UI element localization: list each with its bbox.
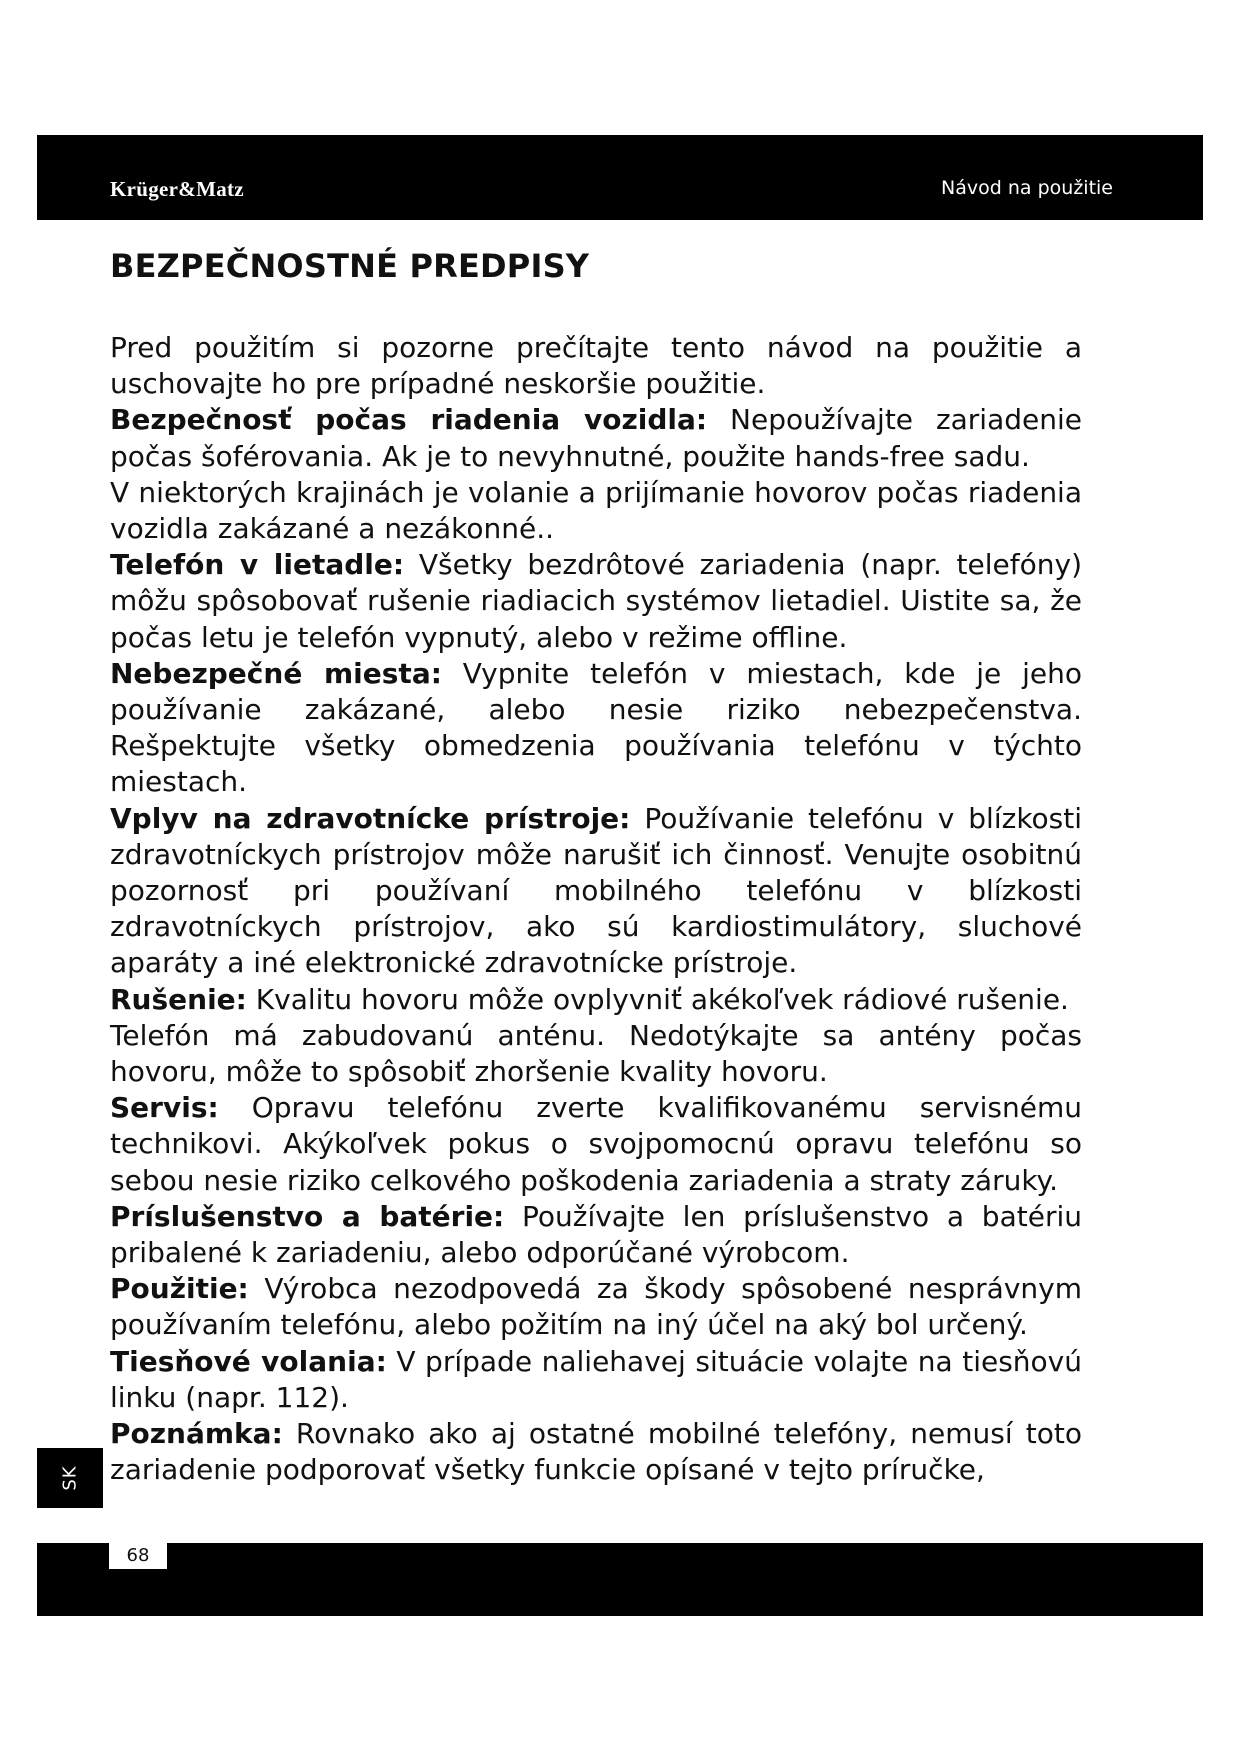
- section-text: Všetky bezdrôtové zariadenia (napr. telefóny) môžu spôsobovať rušenie riadiacich systémov lietadiel. Uistite sa, že počas letu je telefón vypnutý, alebo v režime offline.: [110, 548, 1082, 654]
- section-text: Rovnako ako aj ostatné mobilné telefóny, nemusí toto zariadenie podporovať všetky funkcie opísané v tejto príručke,: [110, 1417, 1082, 1487]
- section-note: [110, 1416, 1082, 1488]
- section-usage: [110, 1271, 1082, 1343]
- document-label: Návod na použitie: [941, 177, 1113, 199]
- section-emergency-calls: [110, 1344, 1082, 1416]
- section-heading: Servis:: [110, 1091, 219, 1125]
- section-interference-extra: Telefón má zabudovanú anténu. Nedotýkajte sa antény počas hovoru, môže to spôsobiť zhoršenie kvality hovoru.: [110, 1018, 1082, 1089]
- section-text: Vypnite telefón v miestach, kde je jeho používanie zakázané, alebo nesie riziko nebezpečenstva. Rešpektujte všetky obmedzenia používania telefónu v týchto miestach.: [110, 656, 1083, 799]
- section-medical-devices: [110, 801, 1082, 982]
- language-code: SK: [59, 1465, 81, 1491]
- section-heading: Bezpečnosť počas riadenia vozidla:: [110, 403, 708, 437]
- section-driving-extra: V niektorých krajinách je volanie a prijímanie hovorov počas riadenia vozidla zakázané a nezákonné..: [110, 475, 1082, 546]
- section-heading: Nebezpečné miesta:: [110, 656, 442, 690]
- intro-paragraph: Pred použitím si pozorne prečítajte tento návod na použitie a uschovajte ho pre prípadné neskoršie použitie.: [110, 331, 1082, 401]
- section-text: Používanie telefónu v blízkosti zdravotníckych prístrojov môže narušiť ich činnosť. Venujte osobitnú pozornosť pri používaní mobilného telefónu v blízkosti zdravotníckych prístrojov, ako sú kardiostimulátory, sluchové aparáty a iné elektronické zdravotnícke prístroje.: [110, 801, 1083, 980]
- section-heading: Príslušenstvo a batérie:: [110, 1199, 505, 1233]
- header-bar: [37, 135, 1203, 220]
- section-heading: Tiesňové volania:: [110, 1344, 387, 1378]
- section-driving: [110, 402, 1082, 474]
- body-text: [110, 330, 1082, 1489]
- section-text: Výrobca nezodpovedá za škody spôsobené nesprávnym používaním telefónu, alebo požitím na iný účel na aký bol určený.: [110, 1272, 1082, 1342]
- section-heading: Rušenie:: [110, 982, 247, 1016]
- section-text: Opravu telefónu zverte kvalifikovanému servisnému technikovi. Akýkoľvek pokus o svojpomocnú opravu telefónu so sebou nesie riziko celkového poškodenia zariadenia a straty záruky.: [110, 1091, 1082, 1197]
- section-airplane: [110, 547, 1082, 656]
- page-title: BEZPEČNOSTNÉ PREDPISY: [110, 247, 590, 285]
- section-text: Kvalitu hovoru môže ovplyvniť akékoľvek rádiové rušenie.: [255, 982, 1069, 1016]
- section-heading: Poznámka:: [110, 1417, 283, 1451]
- footer-bar: [37, 1543, 1203, 1616]
- section-text: Používajte len príslušenstvo a batériu pribalené k zariadeniu, alebo odporúčané výrobcom.: [110, 1199, 1082, 1270]
- section-accessories: [110, 1199, 1082, 1271]
- section-text: Nepoužívajte zariadenie počas šoférovania. Ak je to nevyhnutné, použite hands-free sadu.: [110, 403, 1082, 473]
- section-dangerous-places: [110, 656, 1082, 801]
- section-service: [110, 1090, 1082, 1199]
- section-heading: Vplyv na zdravotnícke prístroje:: [110, 801, 631, 835]
- section-heading: Použitie:: [110, 1272, 249, 1306]
- section-heading: Telefón v lietadle:: [110, 548, 405, 582]
- brand-logo: Krüger&Matz: [110, 177, 244, 201]
- language-tab: [37, 1448, 103, 1508]
- section-text: V prípade naliehavej situácie volajte na tiesňovú linku (napr. 112).: [110, 1344, 1082, 1414]
- page-number: 68: [109, 1543, 167, 1569]
- section-interference: [110, 982, 1082, 1018]
